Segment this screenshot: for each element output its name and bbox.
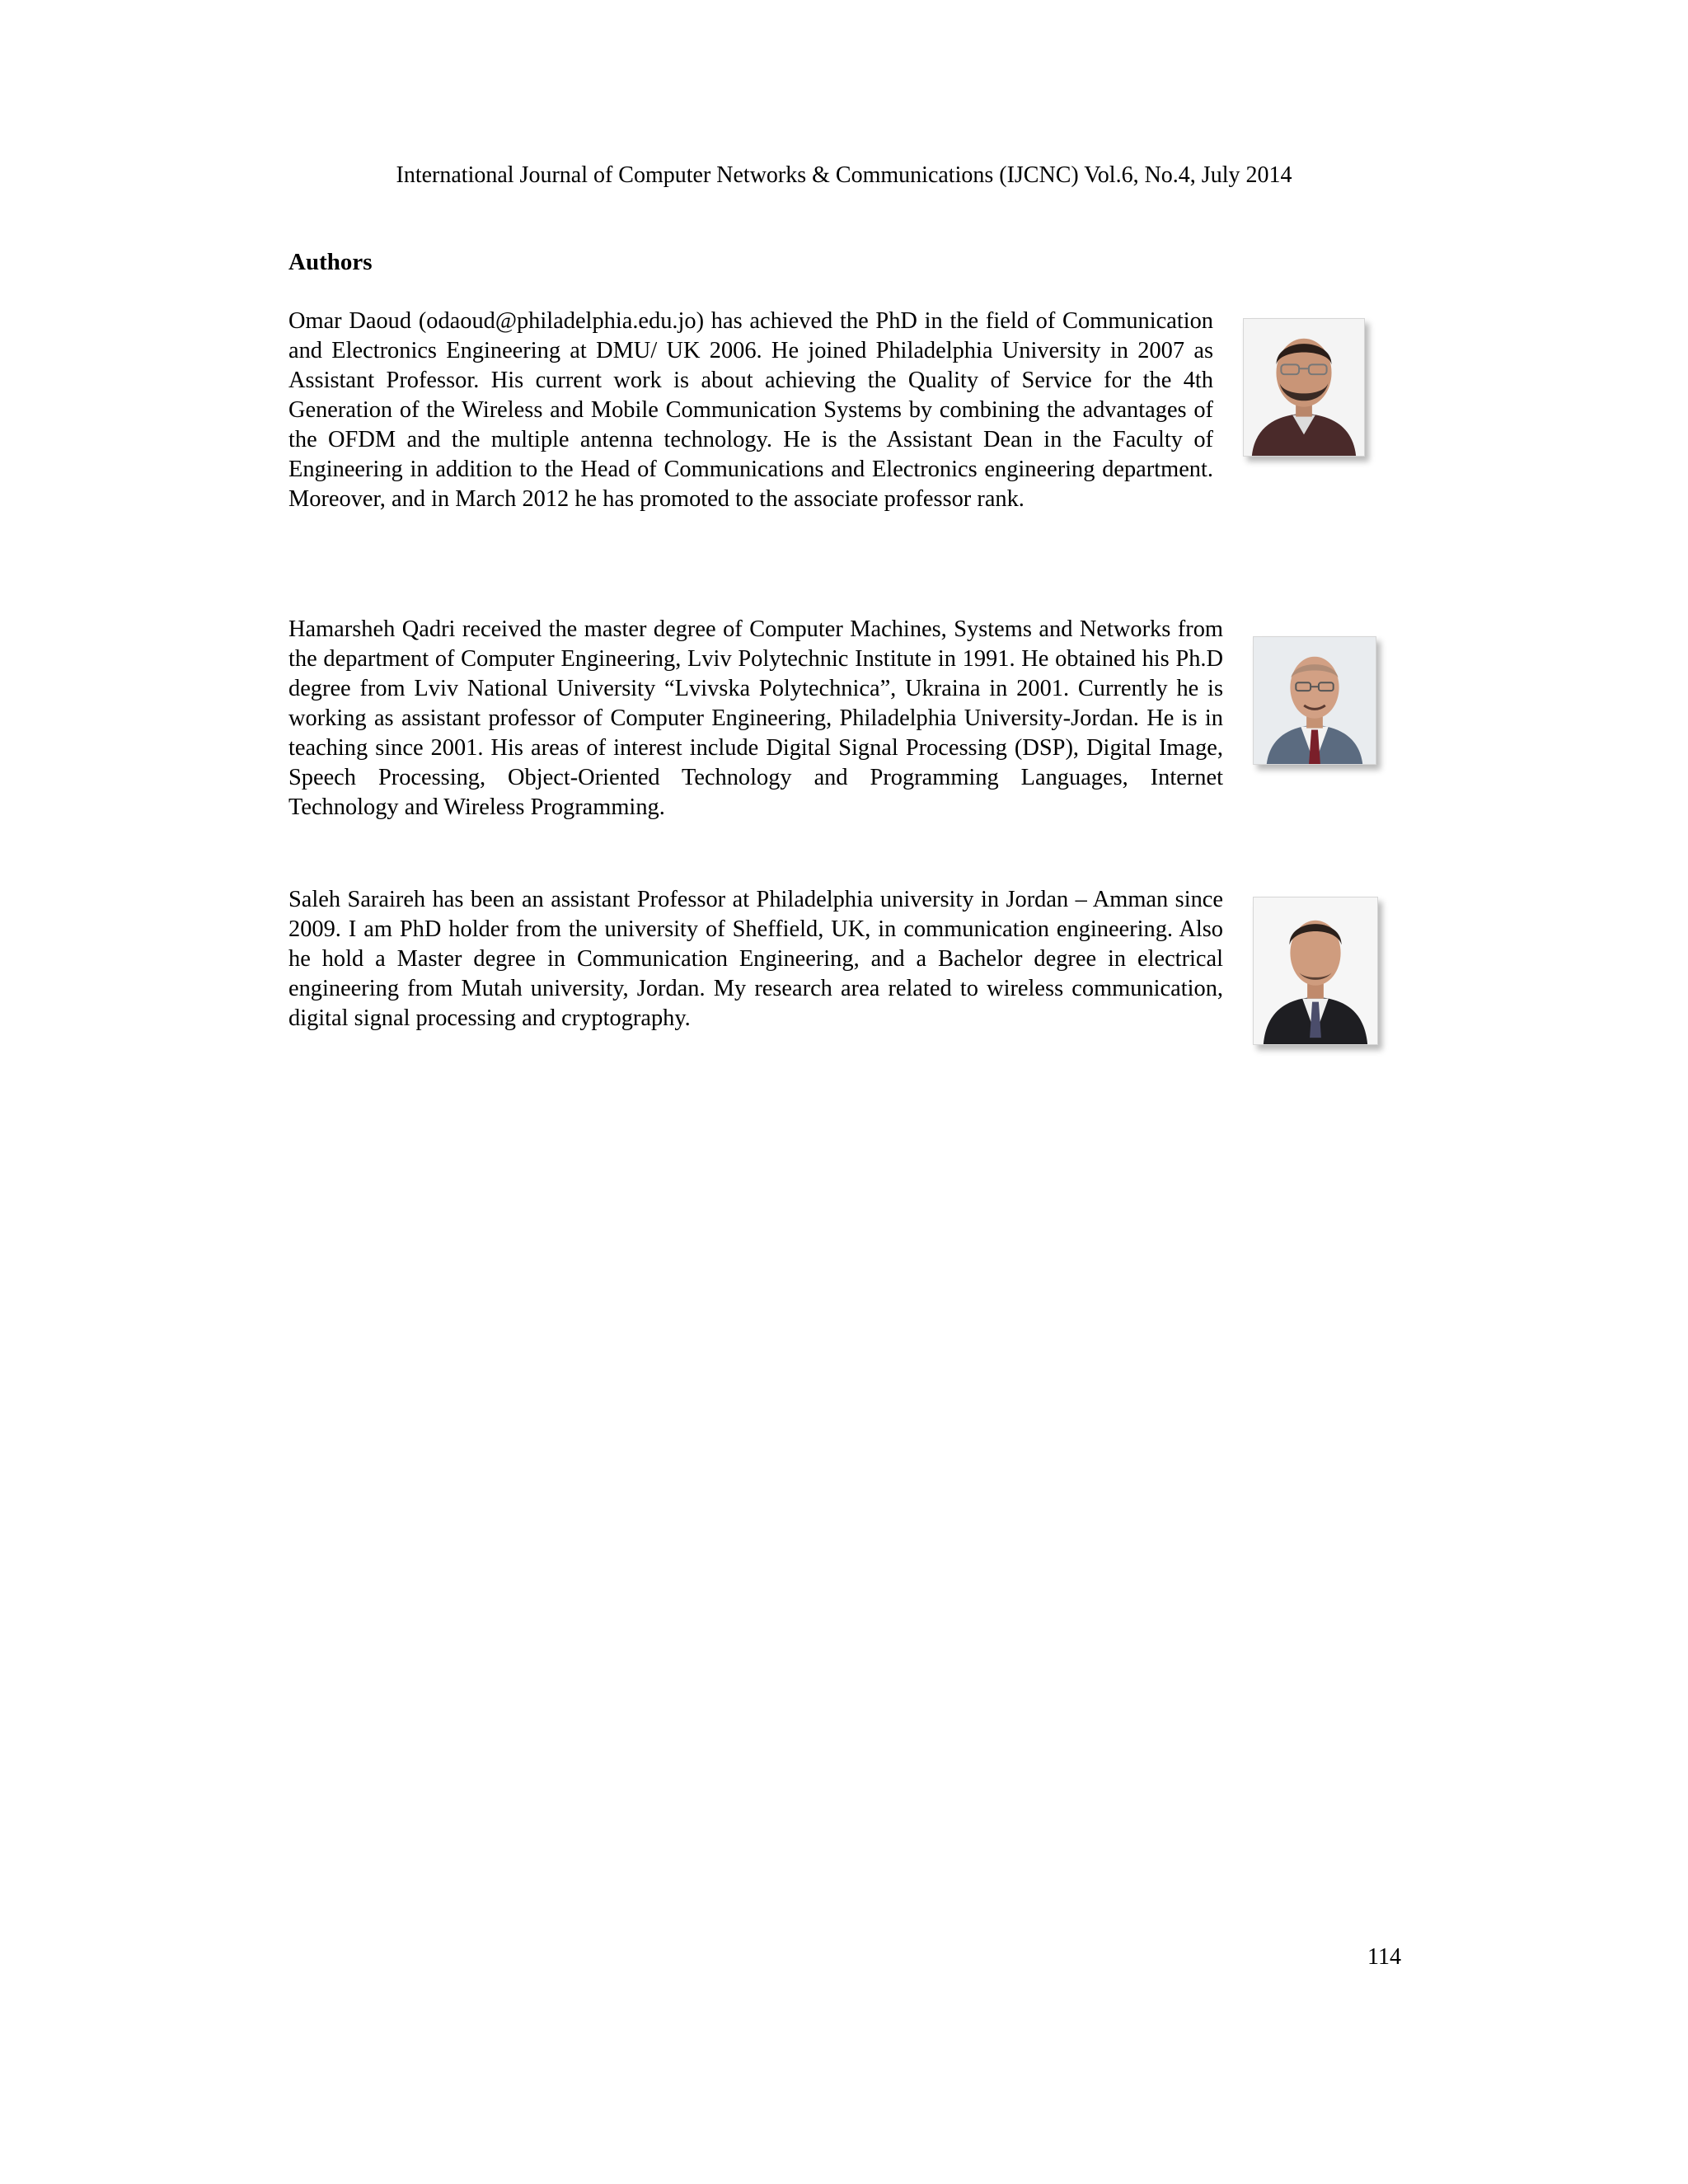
running-header: International Journal of Computer Networks & Communications (IJCNC) Vol.6, No.4, July 2014 <box>396 162 1292 188</box>
author-bio-text: Hamarsheh Qadri received the master degree of Computer Machines, Systems and Networks from the department of Computer Engineering, Lviv Polytechnic Institute in 1991. He obtained his Ph.D degree from Lviv National University “Lvivska Polytechnica”, Ukraina in 2001. Currently he is working as assistant professor of Computer Engineering, Philadelphia University-Jordan. He is in teaching since 2001. His areas of interest include Digital Signal Processing (DSP), Digital Image, Speech Processing, Object-Oriented Technology and Programming Languages, Internet Technology and Wireless Programming. <box>288 616 1223 820</box>
page-number: 114 <box>1367 1944 1401 1970</box>
author-bio-text: Omar Daoud (odaoud@philadelphia.edu.jo) has achieved the PhD in the field of Communication and Electronics Engineering at DMU/ UK 2006. He joined Philadelphia University in 2007 as Assistant Professor. His current work is about achieving the Quality of Service for the 4th Generation of the Wireless and Mobile Communication Systems by combining the advantages of the OFDM and the multiple antenna technology. He is the Assistant Dean in the Faculty of Engineering in addition to the Head of Communications and Electronics engineering department. Moreover, and in March 2012 he has promoted to the associate professor rank. <box>288 308 1213 512</box>
author-bio-saleh-saraireh <box>288 885 1376 1045</box>
author-bio-omar-daoud <box>288 307 1376 514</box>
section-heading-authors: Authors <box>288 249 373 275</box>
author-portrait-icon <box>1253 897 1378 1045</box>
author-bio-text: Saleh Saraireh has been an assistant Professor at Philadelphia university in Jordan – Amman since 2009. I am PhD holder from the university of Sheffield, UK, in communication engineering. Also he hold a Master degree in Communication Engineering, and a Bachelor degree in electrical engineering from Mutah university, Jordan. My research area related to wireless communication, digital signal processing and cryptography. <box>288 887 1223 1031</box>
author-portrait-icon <box>1253 636 1376 765</box>
author-portrait-icon <box>1243 318 1365 457</box>
author-bio-hamarsheh-qadri <box>288 615 1376 823</box>
